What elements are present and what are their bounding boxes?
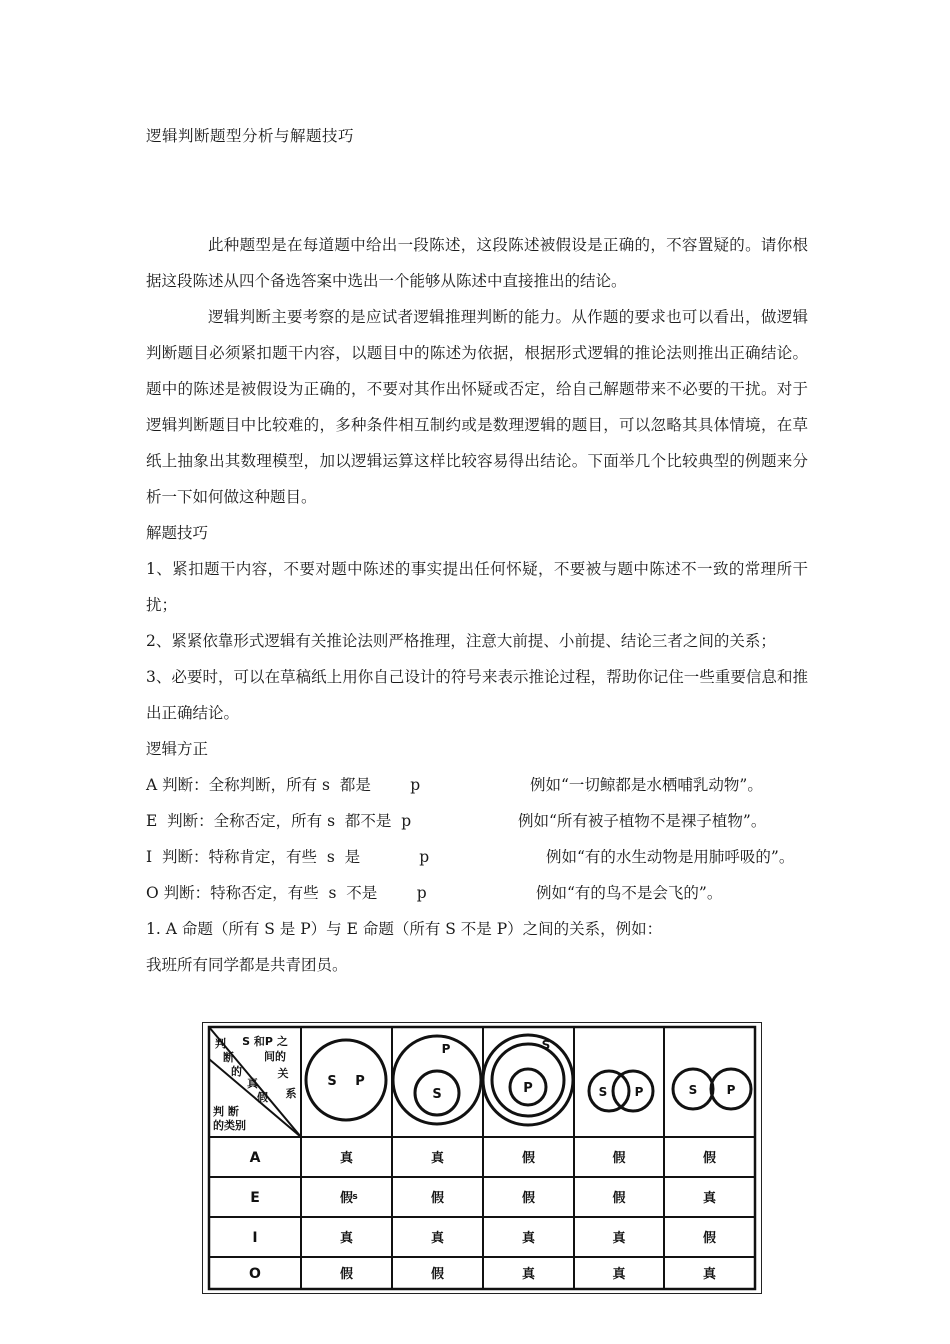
truth-value-cell: 真 (702, 1191, 717, 1206)
square-row-e (146, 803, 808, 839)
venn-label-s: S (598, 1085, 608, 1099)
truth-value-cell: 真 (521, 1231, 536, 1246)
square-row-o-example: 例如“有的鸟不是会飞的”。 (536, 884, 723, 902)
truth-table-figure (202, 1022, 762, 1294)
corner-label-category: 的类别 (213, 1119, 246, 1132)
square-row-a (146, 767, 808, 803)
judgment-type-o: O (249, 1266, 261, 1282)
truth-value-cell: 假 (521, 1151, 536, 1166)
tip-item-3: 3、必要时，可以在草稿纸上用你自己设计的符号来表示推论过程，帮助你记住一些重要信息和推出正确结论。 (146, 668, 808, 722)
tips-heading: 解题技巧 (146, 524, 209, 542)
relation-sentence: 1. A 命题（所有 S 是 P）与 E 命题（所有 S 不是 P）之间的关系，例如： (146, 920, 663, 938)
truth-value-cell: 真 (521, 1267, 536, 1282)
venn-label-s: S (688, 1083, 698, 1097)
square-heading: 逻辑方正 (146, 740, 209, 758)
corner-label-category: 判 断 (213, 1105, 239, 1118)
corner-label-truth: 假 (257, 1091, 268, 1104)
truth-value-cell: 真 (430, 1151, 445, 1166)
corner-label-relation: 关 (277, 1067, 289, 1080)
corner-label-truth: 的 (231, 1065, 242, 1078)
corner-label-truth: 断 (223, 1051, 234, 1064)
truth-value-cell: 假 (612, 1151, 626, 1166)
venn-label-s: S (541, 1038, 551, 1052)
square-row-e-definition: E 判断：全称否定，所有 s 都不是 p (146, 812, 412, 830)
corner-label-relation: 间的 (264, 1050, 286, 1063)
square-row-o (146, 875, 808, 911)
truth-value-cell: 真 (339, 1151, 354, 1166)
square-row-e-example: 例如“所有被子植物不是裸子植物”。 (518, 812, 767, 830)
intro-paragraph-2: 逻辑判断主要考察的是应试者逻辑推理判断的能力。从作题的要求也可以看出，做逻辑判断题目必须紧扣题干内容，以题目中的陈述为依据，根据形式逻辑的推论法则推出正确结论。题中的陈述是被假设为正确的，不要对其作出怀疑或否定，给自己解题带来不必要的干扰。对于逻辑判断题目中比较难的，多种条件相互制约或是数理逻辑的题目，可以忽略其具体情境，在草纸上抽象出其数理模型，加以逻辑运算这样比较容易得出结论。下面举几个比较典型的例题来分析一下如何做这种题目。 (146, 308, 808, 506)
truth-value-cell: 假 (702, 1151, 717, 1166)
judgment-type-i: I (252, 1230, 258, 1246)
tip-item-2: 2、紧紧依靠形式逻辑有关推论法则严格推理，注意大前提、小前提、结论三者之间的关系； (146, 632, 776, 650)
venn-outer-s-circle (483, 1035, 573, 1125)
truth-value-cell: 真 (612, 1267, 626, 1282)
truth-value-cell: 真 (339, 1231, 354, 1246)
square-row-i (146, 839, 808, 875)
page-title: 逻辑判断题型分析与解题技巧 (146, 127, 355, 145)
judgment-type-a: A (249, 1150, 261, 1166)
venn-label-p: P (634, 1085, 644, 1099)
venn-overlap-p-circle (613, 1071, 653, 1111)
intro-paragraph-1: 此种题型是在每道题中给出一段陈述，这段陈述被假设是正确的，不容置疑的。请你根据这段陈述从四个备选答案中选出一个能够从陈述中直接推出的结论。 (146, 236, 808, 290)
square-row-o-definition: O 判断：特称否定，有些 s 不是 p (146, 884, 427, 902)
venn-label-p: P (441, 1042, 451, 1056)
corner-label-truth: 判 (215, 1037, 226, 1050)
example-sentence: 我班所有同学都是共青团员。 (146, 956, 348, 974)
truth-value-cell: 真 (612, 1231, 626, 1246)
truth-value-cell: 假 (339, 1191, 354, 1206)
truth-value-cell: 假 (430, 1191, 445, 1206)
tip-item-1: 1、紧扣题干内容，不要对题中陈述的事实提出任何怀疑，不要被与题中陈述不一致的常理所干扰； (146, 560, 808, 614)
venn-label-s: S (432, 1087, 442, 1102)
venn-label-p: P (523, 1081, 533, 1096)
venn-outer-p-circle (393, 1036, 481, 1124)
square-row-a-example: 例如“一切鲸都是水栖哺乳动物”。 (530, 776, 763, 794)
truth-value-cell: 假 (339, 1267, 354, 1282)
truth-value-cell: 真 (430, 1231, 445, 1246)
truth-value-cell: 真 (702, 1267, 717, 1282)
venn-label-p: P (355, 1074, 365, 1089)
corner-label-relation: S 和P 之 (242, 1035, 288, 1048)
truth-value-cell: 假 (702, 1231, 717, 1246)
truth-value-cell: 假 (521, 1191, 536, 1206)
square-row-i-definition: I 判断：特称肯定，有些 s 是 p (146, 848, 430, 866)
truth-value-cell: 假 (612, 1191, 626, 1206)
square-row-i-example: 例如“有的水生动物是用肺呼吸的”。 (546, 848, 795, 866)
truth-table-svg (203, 1023, 761, 1293)
intro-section (146, 227, 808, 983)
square-row-a-definition: A 判断：全称判断，所有 s 都是 p (146, 776, 421, 794)
stray-subscript-mark: s (352, 1192, 358, 1202)
judgment-type-e: E (250, 1190, 260, 1206)
venn-label-p: P (726, 1083, 736, 1097)
venn-identity-circle (306, 1040, 386, 1120)
venn-overlap-s-circle (589, 1071, 629, 1111)
venn-label-s: S (327, 1074, 337, 1089)
corner-label-relation: 系 (285, 1087, 297, 1100)
truth-value-cell: 假 (430, 1267, 445, 1282)
corner-label-truth: 真 (247, 1077, 258, 1090)
